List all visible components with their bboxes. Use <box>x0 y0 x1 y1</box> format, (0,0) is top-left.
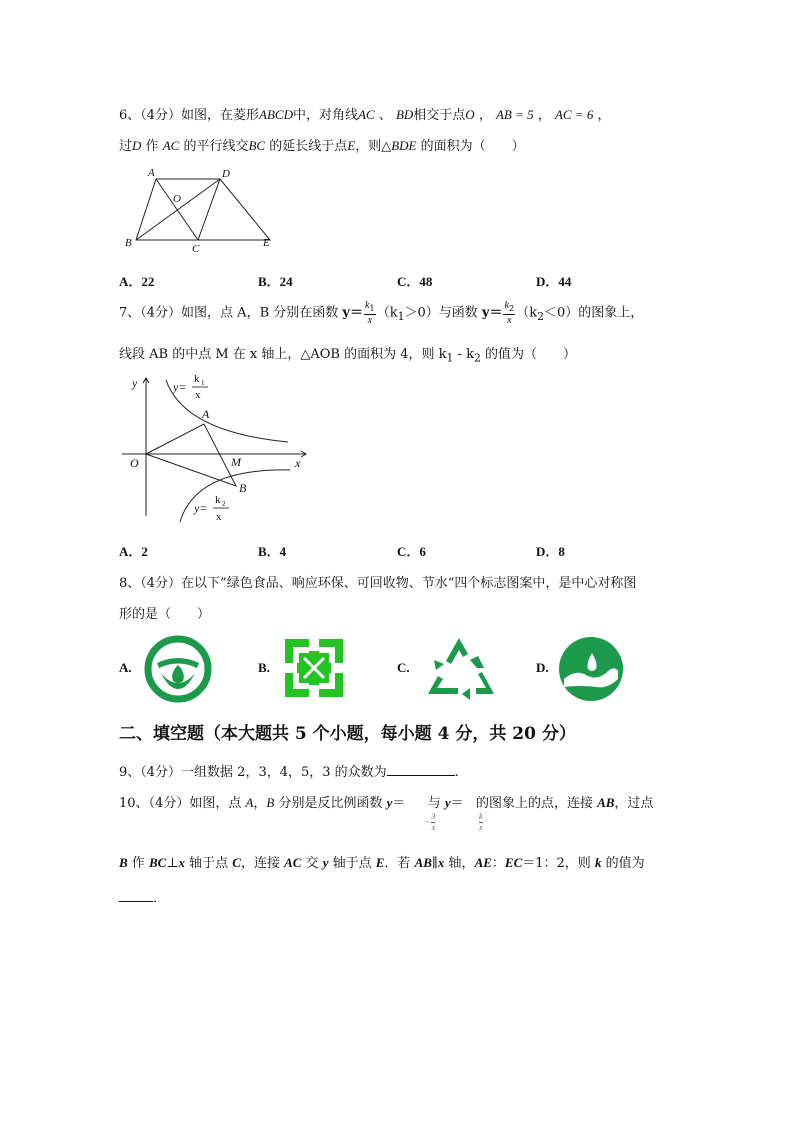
q10-line2: B 作 BC⊥x 轴于点 C，连接 AC 交 y 轴于点 E．若 AB∥x 轴，AE：EC＝1：2，则 k 的值为 <box>119 855 645 871</box>
svg-text:A: A <box>202 407 210 421</box>
q10-line3: ． <box>119 887 166 906</box>
q8-option-a[interactable]: A. <box>119 660 132 675</box>
q8-option-b[interactable]: B. <box>258 660 270 675</box>
svg-text:B: B <box>125 237 132 249</box>
q8-option-c[interactable]: C. <box>397 660 410 675</box>
q6-rhombus-figure <box>118 164 288 256</box>
q10-answer-blank[interactable] <box>119 889 153 902</box>
q8-option-d[interactable]: D. <box>536 660 549 675</box>
svg-text:2: 2 <box>222 500 226 508</box>
svg-text:y: y <box>132 376 138 390</box>
q6-line2: 过D 作 AC 的平行线交BC 的延长线于点E，则△BDE 的面积为（ ） <box>119 138 525 154</box>
q6-option-d[interactable]: D．44 <box>536 274 572 289</box>
svg-text:D: D <box>222 168 230 180</box>
svg-text:x: x <box>216 511 222 523</box>
q10-line1: 10、（4分）如图，点 A，B 分别是反比例函数 y＝ 与 y＝ 的图象上的点，连接 AB，过点 <box>119 795 654 811</box>
q6-option-c[interactable]: C．48 <box>397 274 433 289</box>
q6-option-b[interactable]: B．24 <box>258 274 293 289</box>
svg-text:x: x <box>295 456 301 470</box>
svg-text:B: B <box>239 481 247 495</box>
q7-line1: 7、（4分）如图，点 A，B 分别在函数 y＝ $\frac{k_1}{x}$ $(k_1>0)$与函数 y＝ $\frac{k_2}{x}$ $(k_2<0)$的图象上， <box>119 300 644 326</box>
svg-text:y=: y= <box>173 380 187 394</box>
q7-option-c[interactable]: C．6 <box>397 544 426 559</box>
svg-text:O: O <box>173 193 181 205</box>
q9-line: 9、（4分）一组数据 2，3，4，5，3 的众数为 . <box>119 765 459 780</box>
green-food-logo-icon <box>143 635 213 703</box>
q9-answer-blank[interactable] <box>387 763 455 776</box>
q6-option-a[interactable]: A．22 <box>119 274 155 289</box>
svg-text:E: E <box>263 237 270 249</box>
section-2-title: 二、填空题（本大题共 5 个小题，每小题 4 分，共 20 分） <box>119 724 576 744</box>
svg-text:M: M <box>231 455 241 469</box>
q10-fraction-2: $\frac{k}{x}$ <box>479 812 483 832</box>
q7-hyperbola-figure <box>118 366 318 528</box>
svg-text:C: C <box>192 243 200 255</box>
svg-text:y=: y= <box>194 501 208 515</box>
environmental-logo-icon <box>283 637 345 699</box>
q7-option-d[interactable]: D．8 <box>536 544 565 559</box>
q7-option-b[interactable]: B．4 <box>258 544 287 559</box>
q7-option-a[interactable]: A．2 <box>119 544 148 559</box>
svg-text:1: 1 <box>201 379 205 387</box>
svg-text:k: k <box>215 494 221 506</box>
q8-line1: 8、（4分）在以下”绿色食品、响应环保、可回收物、节水“四个标志图案中，是中心对称图 <box>119 576 637 591</box>
svg-text:O: O <box>130 456 139 470</box>
svg-text:A: A <box>148 167 155 179</box>
svg-text:k: k <box>194 373 200 385</box>
q7-line2: 线段 AB 的中点 M 在 x 轴上，△AOB 的面积为 4，则 $k_1 - k_2$ 的值为（ ） <box>119 347 576 365</box>
q10-fraction-1: − $\frac{3}{x}$ <box>424 812 436 832</box>
q8-line2: 形的是（ ） <box>119 607 211 622</box>
svg-text:x: x <box>195 389 201 401</box>
water-saving-logo-icon <box>556 635 626 703</box>
q6-line1: 6、（4分）如图，在菱形ABCD中，对角线AC 、 BD相交于点O ， AB = 5 ， AC = 6 ， <box>119 107 611 123</box>
recycle-logo-icon <box>420 634 498 702</box>
